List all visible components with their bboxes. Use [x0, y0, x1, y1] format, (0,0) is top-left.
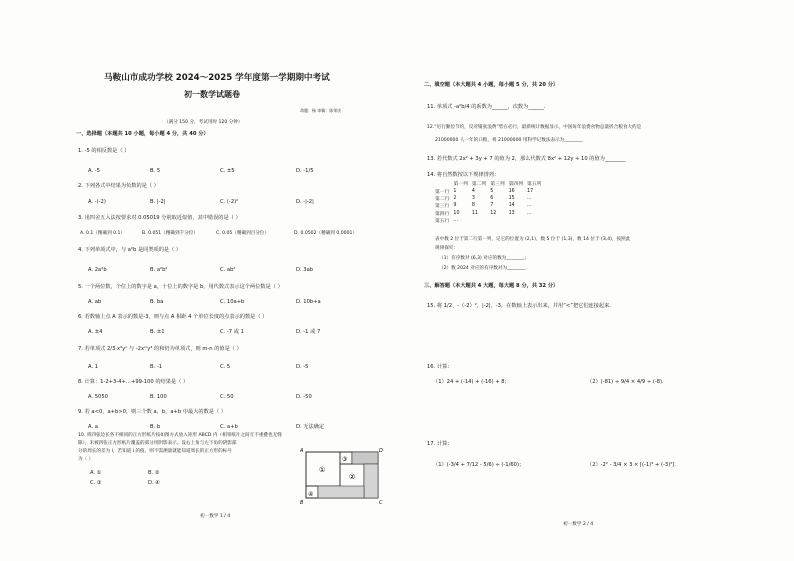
figure-label: ① — [319, 466, 326, 474]
option: B. ba — [150, 299, 164, 305]
score-info: （满分 150 分，考试用时 120 分钟） — [164, 120, 243, 125]
row-label: 第四行 — [435, 211, 450, 217]
table-cell: 10 — [453, 210, 460, 216]
question-stem: 16. 计算： — [427, 364, 453, 370]
table-row — [433, 202, 543, 209]
option: A. 0.1（精确到 0.1） — [80, 231, 126, 236]
table-header-cell — [433, 180, 451, 187]
option: C. ±5 — [220, 168, 235, 174]
corner-label: C — [379, 500, 383, 506]
table-cell: 4 — [471, 188, 475, 194]
table-cell: 13 — [508, 210, 515, 216]
table-header-cell: 第二列 — [471, 182, 487, 188]
table-cell: 7 — [490, 203, 494, 209]
corner-label: A — [300, 448, 304, 454]
page-footer: 初一数学 1 / 4 — [200, 514, 231, 519]
table-row — [433, 187, 543, 194]
row-label: 第五行 — [435, 219, 450, 225]
option: D. 无法确定 — [296, 424, 325, 430]
question-stem: 10. 将四张边长各不相同的正方形纸片按如图方式放入矩形 ABCD 内（相邻纸片之间互不重叠也无缝 — [78, 433, 282, 438]
option: D. 0.0502（精确到 0.0001） — [294, 231, 358, 236]
question-stem: 12.“厉行勤俭节约，反对铺张浪费”势在必行，最新统计数据显示，中国每年浪费食物总量折合粮食大约是 — [427, 125, 642, 130]
question-stem: 15. 将 1/2，-（-2）²，|-2|，-3，在数轴上表示出来，并用“<”把它们连接起来. — [427, 303, 611, 309]
table-cell: 17 — [527, 188, 534, 194]
option: A. 5050 — [88, 394, 108, 400]
option: D. 3ab — [296, 267, 314, 273]
option: B. 100 — [150, 394, 167, 400]
sub-question: （2）数 2024 对应的有序数对为________. — [439, 266, 527, 271]
option: C. 10a+b — [220, 299, 245, 305]
table-row — [433, 210, 543, 217]
table-header-cell: 第四列 — [508, 182, 524, 188]
sub-question: （1）(-3/4 + 7/12 - 5/6) ÷ (-1/60)； — [433, 462, 525, 468]
table-cell: … — [453, 218, 459, 224]
option: B. |-2| — [150, 199, 166, 205]
table-cell: 16 — [508, 188, 515, 194]
option: A. ab — [88, 299, 102, 305]
table-cell: … — [527, 203, 532, 209]
shaded-region-right — [364, 464, 378, 498]
exam-title: 马鞍山市成功学校 2024～2025 学年度第一学期期中考试 — [104, 73, 330, 83]
option: B. 0.051（精确到千分位） — [142, 231, 198, 236]
section-heading-solve: 三、解答题（本大题共 4 大题，每大题 8 分，共 32 分） — [424, 283, 559, 289]
option: C. a+b — [220, 424, 238, 430]
option: A. -5 — [88, 168, 100, 174]
option: A. 1 — [88, 364, 99, 370]
sub-question: （2）(-81) ÷ 9/4 × 4/9 ÷ (-8). — [587, 379, 664, 385]
figure-label: ③ — [342, 456, 348, 463]
option: B. -1 — [150, 364, 163, 370]
table-header-cell: 第五列 — [527, 182, 542, 188]
table-cell: 11 — [471, 210, 478, 216]
table-cell: 14 — [508, 203, 515, 209]
table-cell — [488, 217, 506, 224]
table-cell: 8 — [471, 203, 475, 209]
option: D. -1/5 — [296, 168, 314, 174]
question-stem: 隙），未被四张正方形纸片覆盖的部分用阴影表示。设右上角与左下角的阴影部 — [78, 441, 237, 446]
row-label: 第二行 — [435, 196, 450, 202]
number-arrangement-table — [433, 180, 543, 224]
section-heading-choice: 一、选择题（本题共 10 小题，每小题 4 分，共 40 分） — [76, 131, 209, 137]
option: B. ±1 — [150, 329, 165, 335]
question-stem: 5. 一个两位数，个位上的数字是 a，十位上的数字是 b，用代数式表示这个两位数是（ ） — [78, 284, 283, 290]
question-stem: 6. 若数轴上点 A 表示的数是-3，则与点 A 相距 4 个单位长度的点表示的数是（ ） — [78, 314, 268, 320]
option: C. 0.05（精确到百分位） — [216, 231, 270, 236]
table-cell: 6 — [490, 195, 494, 201]
table-row — [433, 195, 543, 202]
figure-label: ② — [349, 473, 356, 481]
question-stem: 11. 单项式 -a²b/4 的系数为______，次数为______. — [427, 104, 546, 110]
question-stem: 17. 计算： — [427, 441, 453, 447]
question-text: 表中数 2 位于第二行第一列，记它的位置为 (2,1)，数 5 位于 (1,3)，数 14 位于 (3,4)，按照此 — [435, 237, 631, 242]
exam-subtitle: 初一数学试题卷 — [184, 90, 240, 99]
option: D. -1 或 7 — [296, 329, 321, 335]
option: C. 5 — [220, 364, 231, 370]
row-label: 第三行 — [435, 204, 450, 210]
table-cell: 1 — [453, 188, 457, 194]
question-stem: 2. 下列各式中结果为负数的是（ ） — [78, 183, 159, 189]
sub-question: （1）有序数对 (6,3) 对应的数为________； — [439, 256, 530, 261]
table-cell — [525, 217, 543, 224]
question-stem: 21000000 人一年的口粮，将 21000000 用科学记数法表示为________ — [435, 138, 583, 143]
option: A. 2a²b — [88, 267, 107, 273]
table-cell — [507, 217, 525, 224]
table-header-row — [433, 180, 543, 187]
question-stem: 14. 将自然数按以下规律排列： — [427, 172, 500, 178]
question-stem: 4. 下列单项式中，与 a²b 是同类项的是（ ） — [78, 247, 182, 253]
shaded-region-top-right — [352, 452, 378, 464]
option: A. ① — [90, 470, 102, 476]
question-stem: 7. 若单项式 2/3·x²yⁿ 与 -2xᵐy³ 的和仍为单项式，则 m-n 的值是（ ） — [78, 346, 242, 352]
table-cell: 2 — [453, 195, 457, 201]
corner-label: D — [379, 448, 383, 454]
option: A. ±4 — [88, 329, 103, 335]
question-stem: 为（ ） — [78, 457, 94, 462]
option: D. -|-2| — [296, 199, 314, 205]
table-header-cell: 第一列 — [453, 182, 468, 188]
table-cell: 12 — [490, 210, 497, 216]
question-stem: 13. 若代数式 2x² + 3y + 7 的值为 2，那么代数式 8x² + 12y + 10 的值为________ — [427, 156, 626, 162]
option: D. -5 — [296, 364, 309, 370]
option: C. 50 — [220, 394, 234, 400]
table-cell: 15 — [508, 195, 515, 201]
authors-line: 命题：杨 审稿：陈荣庆 — [300, 108, 342, 113]
question-stem: 1. -5 的相反数是（ ） — [78, 148, 130, 154]
figure-label: ④ — [308, 491, 314, 498]
option: D. 10b+a — [296, 299, 321, 305]
option: B. a²b² — [150, 267, 168, 273]
exam-page-2 — [397, 0, 794, 561]
option: A. -(-2) — [88, 199, 106, 205]
table-cell: 3 — [471, 195, 475, 201]
option: B. 5 — [150, 168, 161, 174]
option: A. a — [88, 424, 98, 430]
option: B. ② — [148, 470, 160, 476]
question-stem: 3. 用四舍五入法按要求对 0.05019 分别取近似值，其中错误的是（ ） — [78, 215, 241, 221]
option: C. (-2)² — [220, 199, 239, 205]
table-row — [433, 217, 543, 224]
option: B. b — [150, 424, 161, 430]
sub-question: （2）-2² - 3/4 × 3 × [(-1)³ + (-3)²]. — [587, 462, 676, 468]
corner-label: B — [300, 500, 304, 506]
rectangle-squares-figure — [300, 446, 384, 506]
section-heading-fill: 二、填空题（本大题共 4 小题，每小题 5 分，共 20 分） — [424, 82, 559, 88]
question-stem: 分的周长的差为 l，若知道 l 的值，则不需测量就能知道周长的正方形的标号 — [78, 449, 232, 454]
option: C. -7 或 1 — [220, 329, 244, 335]
option: D. ④ — [148, 480, 160, 486]
page-footer: 初一数学 2 / 4 — [563, 522, 594, 527]
option: C. ab² — [220, 267, 236, 273]
table-cell: 9 — [453, 203, 457, 209]
sub-question: （1）24 + (-14) + (-16) + 8； — [433, 379, 510, 385]
question-stem: 9. 若 a<0，a+b>0，则三个数 a，b，a+b 中最大的数是（ ） — [78, 409, 226, 415]
table-cell — [470, 217, 488, 224]
row-label: 第一行 — [435, 189, 450, 195]
question-stem: 8. 计算：1-2+3-4+…+99-100 的结果是（ ） — [78, 379, 189, 385]
table-cell: … — [527, 210, 532, 216]
shaded-region-bottom-left — [318, 486, 364, 498]
option: C. ③ — [90, 480, 102, 486]
option: D. -50 — [296, 394, 312, 400]
table-header-cell: 第三列 — [490, 182, 505, 188]
table-cell: … — [527, 195, 532, 201]
question-text: 规律探究： — [435, 246, 458, 251]
table-cell: 5 — [490, 188, 494, 194]
